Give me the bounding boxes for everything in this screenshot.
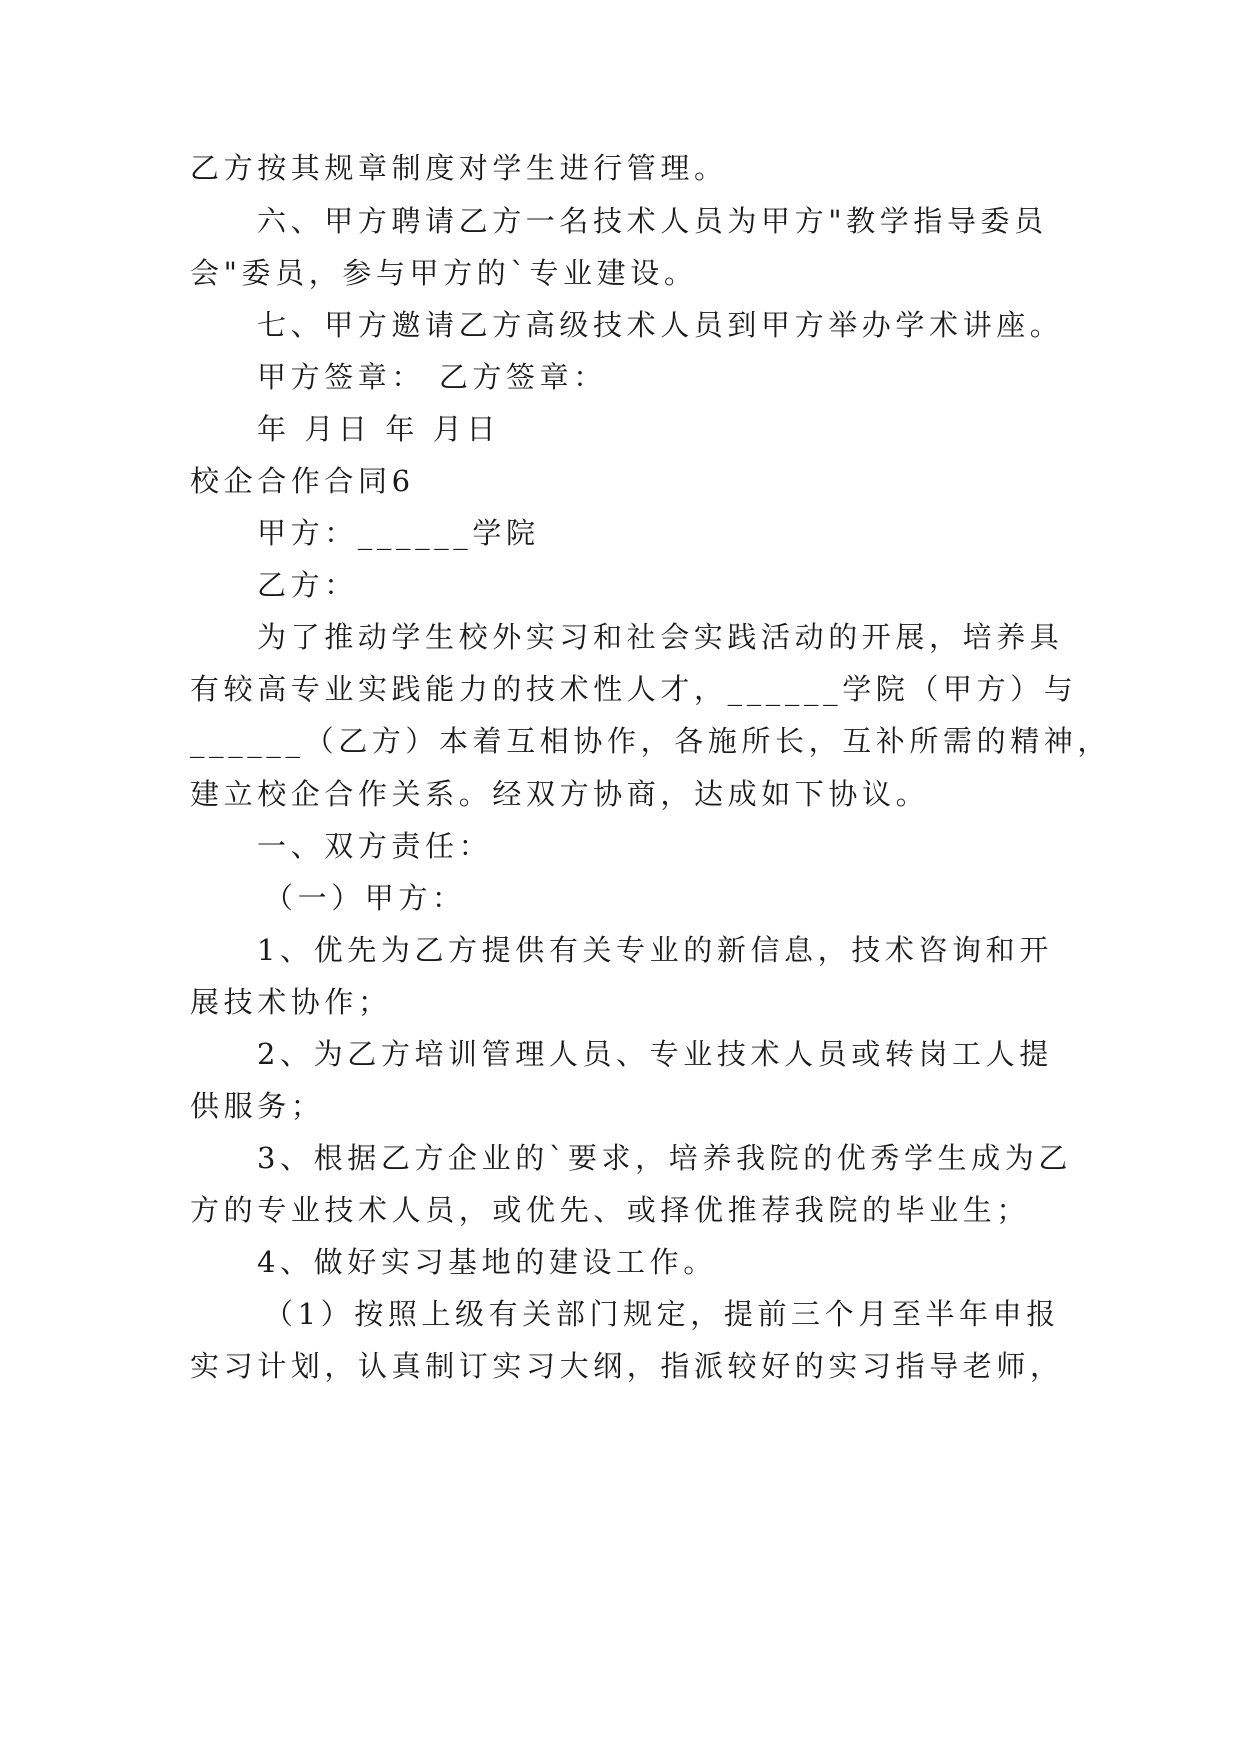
paragraph-line: 六、甲方聘请乙方一名技术人员为甲方"教学指导委员 — [257, 204, 1048, 238]
heading-line: 一、双方责任： — [257, 829, 493, 863]
party-a-line: 甲方：______学院 — [257, 516, 540, 550]
subheading-line: （一）甲方： — [264, 881, 466, 915]
paragraph-line: 乙方按其规章制度对学生进行管理。 — [190, 151, 728, 185]
section-title: 校企合作合同6 — [190, 464, 415, 498]
list-item-line: （1）按照上级有关部门规定，提前三个月至半年申报 — [264, 1297, 1060, 1331]
paragraph-line: 为了推动学生校外实习和社会实践活动的开展，培养具 — [257, 620, 1064, 654]
list-item-line: 展技术协作； — [190, 985, 392, 1019]
list-item-line: 4、做好实习基地的建设工作。 — [257, 1245, 717, 1279]
list-item-line: 3、根据乙方企业的`要求，培养我院的优秀学生成为乙 — [257, 1141, 1072, 1175]
paragraph-line: 建立校企合作关系。经双方协商，达成如下协议。 — [190, 777, 930, 811]
list-item-line: 1、优先为乙方提供有关专业的新信息，技术咨询和开 — [257, 933, 1053, 967]
list-item-line: 供服务； — [190, 1089, 325, 1123]
list-item-line: 2、为乙方培训管理人员、专业技术人员或转岗工人提 — [257, 1037, 1053, 1071]
date-line: 年 月日 年 月日 — [257, 412, 501, 446]
paragraph-line: 有较高专业实践能力的技术性人才，______学院（甲方）与 — [190, 672, 1078, 706]
paragraph-line: ______（乙方）本着互相协作，各施所长，互补所需的精神， — [190, 724, 1112, 758]
paragraph-line: 七、甲方邀请乙方高级技术人员到甲方举办学术讲座。 — [257, 308, 1064, 342]
paragraph-line: 会"委员，参与甲方的`专业建设。 — [190, 256, 698, 290]
list-item-line: 实习计划，认真制订实习大纲，指派较好的实习指导老师， — [190, 1349, 1064, 1383]
list-item-line: 方的专业技术人员，或优先、或择优推荐我院的毕业生； — [190, 1193, 1031, 1227]
signature-line: 甲方签章： 乙方签章： — [257, 360, 607, 394]
party-b-line: 乙方： — [257, 568, 358, 602]
